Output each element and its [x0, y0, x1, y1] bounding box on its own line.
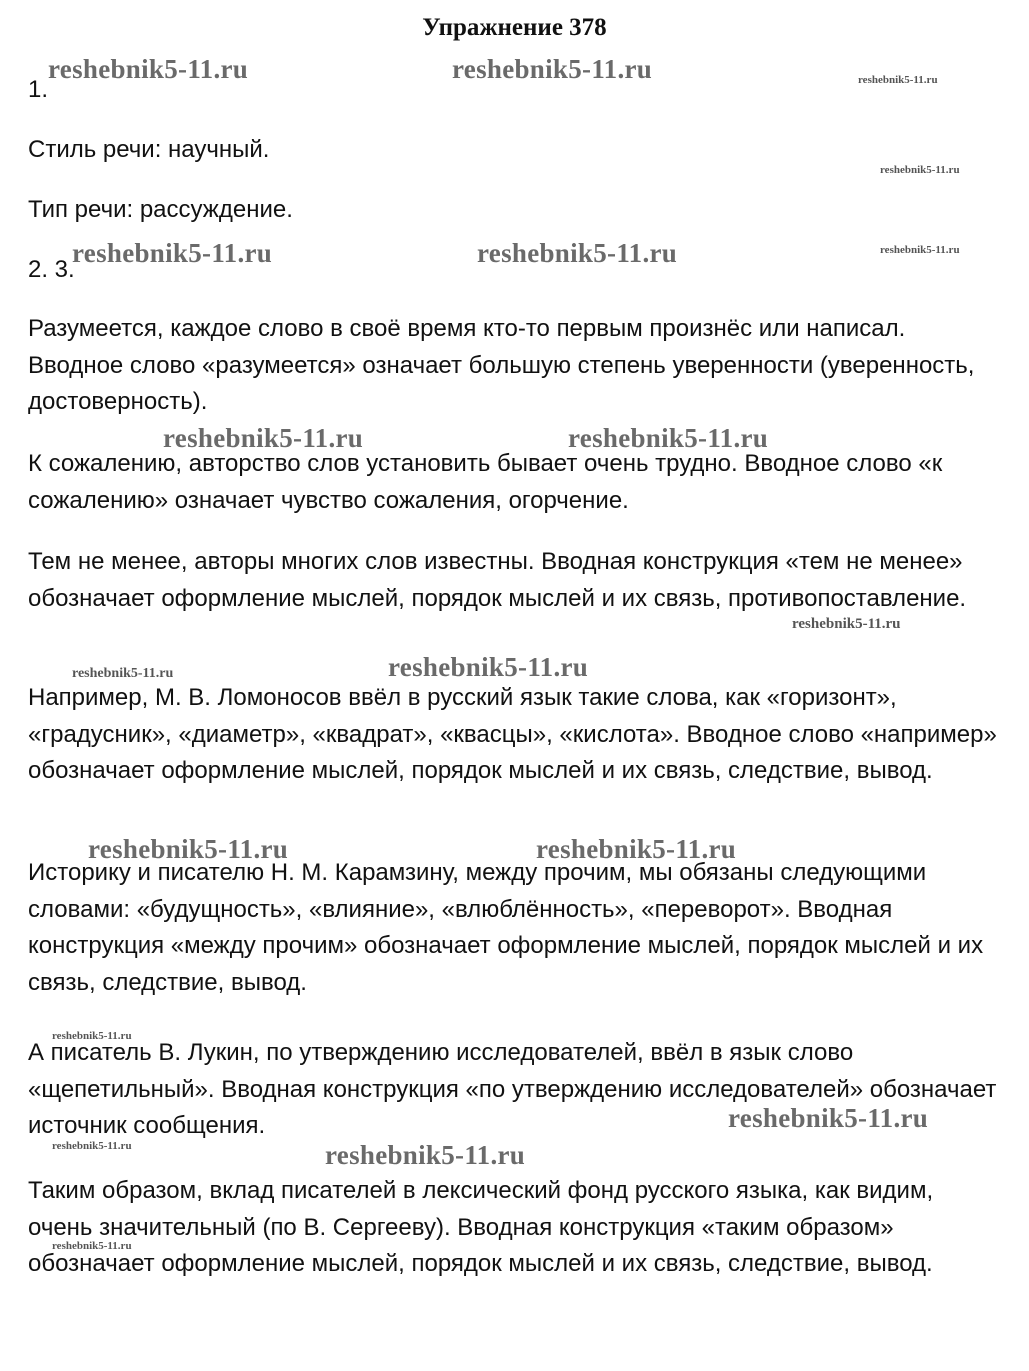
speech-style-line: Стиль речи: научный. — [28, 136, 270, 163]
watermark: reshebnik5-11.ru — [880, 244, 960, 256]
watermark: reshebnik5-11.ru — [536, 834, 737, 864]
watermark: reshebnik5-11.ru — [163, 423, 364, 453]
watermark: reshebnik5-11.ru — [477, 238, 678, 268]
watermark: reshebnik5-11.ru — [792, 616, 901, 632]
watermark: reshebnik5-11.ru — [48, 54, 249, 84]
watermark: reshebnik5-11.ru — [452, 54, 653, 84]
paragraph-4: Например, М. В. Ломоносов ввёл в русский язык такие слова, как «горизонт», «градусник», «диаметр», «квадрат», «квасцы», «кислота». Вводное слово «например» обозначает оформление мыслей, порядок мыслей и их связь, следствие, вывод. — [28, 684, 997, 784]
watermark: reshebnik5-11.ru — [728, 1103, 929, 1133]
watermark: reshebnik5-11.ru — [52, 1030, 132, 1042]
watermark: reshebnik5-11.ru — [388, 652, 589, 682]
speech-type-line: Тип речи: рассуждение. — [28, 196, 293, 223]
watermark: reshebnik5-11.ru — [568, 423, 769, 453]
exercise-title: Упражнение 378 — [422, 14, 607, 41]
item-number-2-3: 2. 3. — [28, 256, 75, 283]
watermark: reshebnik5-11.ru — [52, 1240, 132, 1252]
paragraph-6: А писатель В. Лукин, по утверждению исследователей, ввёл в язык слово «щепетильный». Вводная конструкция «по утверждению исследователей» обозначает источник сообщения. — [28, 1039, 997, 1139]
paragraph-5: Историку и писателю Н. М. Карамзину, между прочим, мы обязаны следующими словами: «будущность», «влияние», «влюблённость», «переворот». Вводная конструкция «между прочим» обозначает оформление мыслей, порядок мыслей и их связь, следствие, вывод. — [28, 859, 984, 996]
paragraph-7: Таким образом, вклад писателей в лексический фонд русского языка, как видим, очень значительный (по В. Сергееву). Вводная конструкция «таким образом» обозначает оформление мыслей, порядок мыслей и их связь, следствие, вывод. — [28, 1177, 934, 1277]
paragraph-2: К сожалению, авторство слов установить бывает очень трудно. Вводное слово «к сожалению» означает чувство сожаления, огорчение. — [28, 450, 943, 514]
watermark: reshebnik5-11.ru — [858, 74, 938, 86]
watermark: reshebnik5-11.ru — [88, 834, 289, 864]
paragraph-1: Разумеется, каждое слово в своё время кто-то первым произнёс или написал. Вводное слово «разумеется» означает большую степень уверенности (уверенность, достоверность). — [28, 315, 975, 415]
watermark: reshebnik5-11.ru — [52, 1140, 132, 1152]
watermark: reshebnik5-11.ru — [880, 164, 960, 176]
item-number-1: 1. — [28, 76, 49, 103]
paragraph-3: Тем не менее, авторы многих слов известны. Вводная конструкция «тем не менее» обозначает оформление мыслей, порядок мыслей и их связь, противопоставление. — [28, 548, 967, 612]
watermark: reshebnik5-11.ru — [72, 238, 273, 268]
watermark: reshebnik5-11.ru — [72, 666, 174, 681]
watermark: reshebnik5-11.ru — [325, 1140, 526, 1170]
